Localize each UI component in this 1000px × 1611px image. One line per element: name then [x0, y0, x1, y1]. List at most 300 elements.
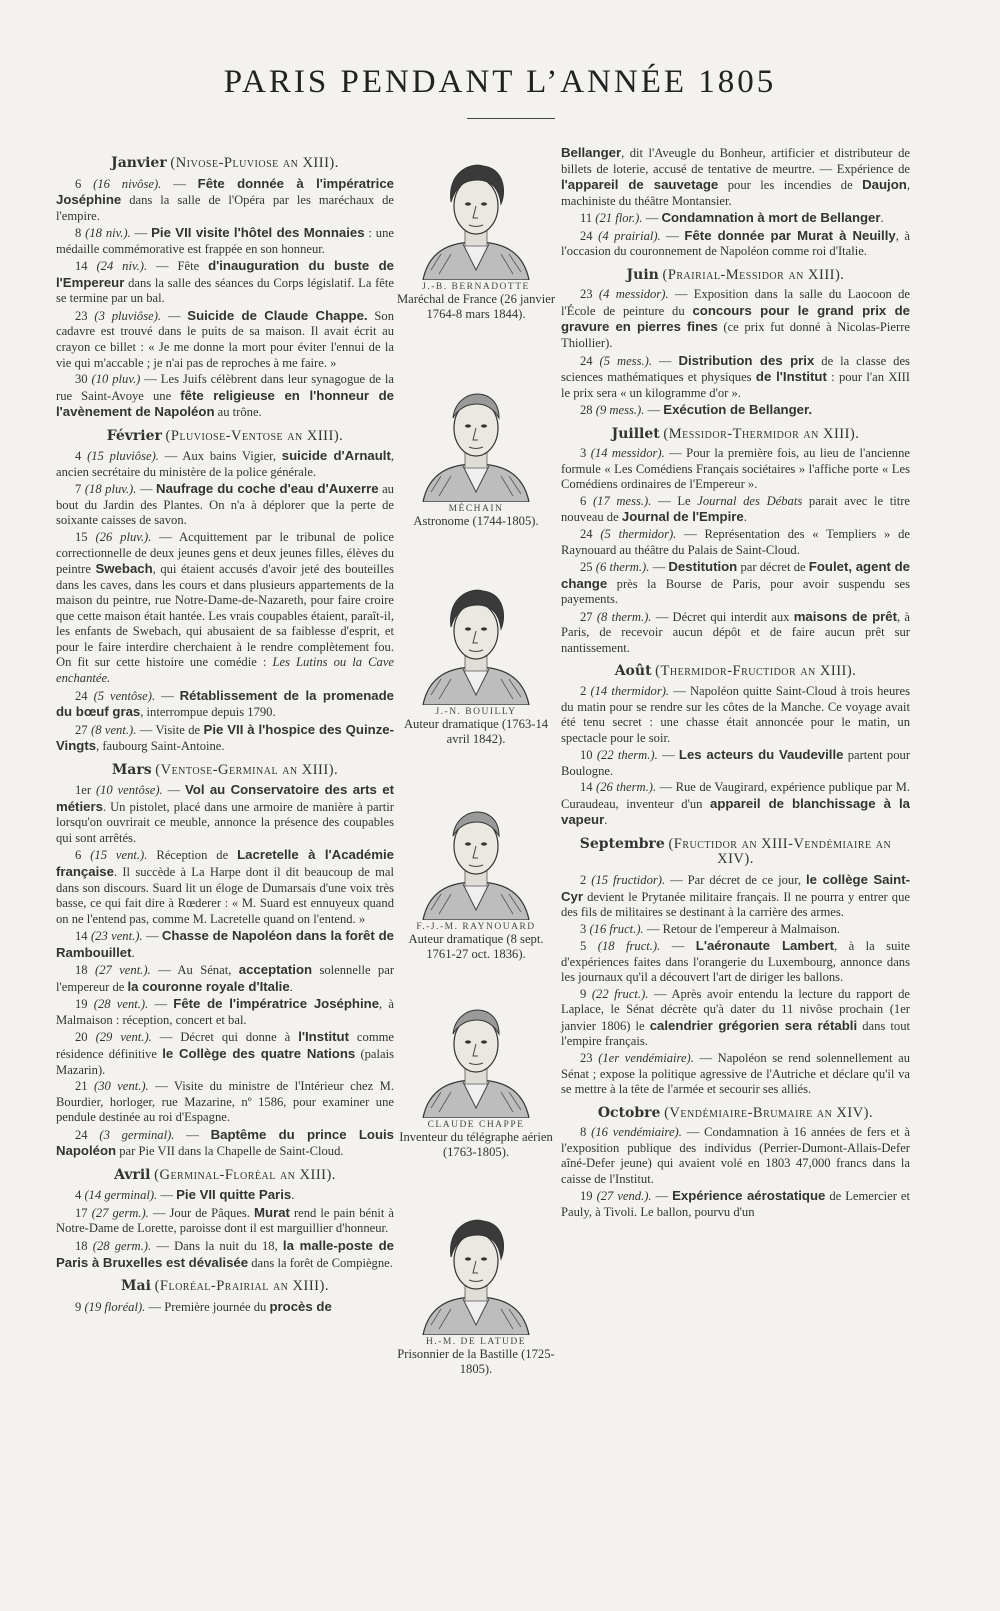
- month-calendar: (Germinal-Floréal an XIII).: [154, 1166, 336, 1183]
- portrait-block: [396, 790, 556, 962]
- event-text: , dit l'Aveugle du Bonheur, artificier et distributeur de billets de loterie, accusé de tentative de meurtre. — Expérience de: [561, 146, 910, 176]
- event-text: pour les incendies de: [718, 178, 863, 193]
- page-title: PARIS PENDANT L’ANNÉE 1805: [223, 64, 777, 100]
- event-date: 9: [580, 986, 587, 1001]
- month-heading: [561, 664, 910, 680]
- event-highlight: le collège Saint-Cyr: [561, 871, 911, 904]
- event-text: — Décret qui donne à: [159, 1030, 299, 1045]
- event-highlight: Fête de l'impératrice Joséphine: [173, 996, 380, 1012]
- event-text: — Visite de: [139, 722, 204, 737]
- event-republican-date: (16 fruct.).: [589, 921, 644, 936]
- event-text: devient le Prytanée militaire français. Il ne pourra y entrer que des fils de militaires se destinant à la carrière des armes.: [561, 889, 910, 920]
- month-heading: [56, 429, 394, 445]
- event-text: .: [291, 1188, 295, 1203]
- month-name: Septembre: [579, 835, 665, 852]
- event-text: .: [743, 510, 747, 525]
- event-entry: [56, 928, 394, 961]
- month-calendar: (Thermidor-Fructidor an XIII).: [655, 663, 857, 680]
- event-entry: [56, 1187, 394, 1204]
- event-text: — Aux bains Vigier,: [164, 449, 282, 464]
- event-text: . Il succède à La Harpe dont il dit beaucoup de mal dans son discours. Suard lit un éloge de Dumarsais d'une voix très basse, ce qui fait dire à Rœderer : « M. Suard est ennuyeux quand on ne l'entend pas, comme M. Lacretelle quand on l'entend. »: [56, 864, 394, 926]
- event-highlight: appareil de blanchissage à la vapeur: [561, 795, 910, 828]
- event-entry: [56, 225, 394, 257]
- event-date: 4: [75, 1188, 82, 1203]
- event-text: —: [666, 228, 685, 243]
- event-republican-date: (16 nivôse).: [93, 176, 162, 191]
- event-highlight: Daujon: [862, 177, 907, 193]
- event-entry: [56, 996, 394, 1028]
- event-date: 24: [580, 353, 593, 368]
- event-text: —: [662, 748, 679, 763]
- event-republican-date: (4 messidor).: [598, 287, 669, 302]
- event-date: 8: [580, 1125, 587, 1140]
- event-date: 30: [75, 372, 88, 387]
- event-highlight: Naufrage du coche d'eau d'Auxerre: [156, 481, 379, 497]
- event-text: — Napoléon se rend solennellement au Sénat ; expose la politique agressive de l'Autriche et déclare qu'il va se mettre à la tête de l'armée et secourir ses alliés.: [561, 1050, 910, 1097]
- event-republican-date: (8 vent.).: [91, 722, 137, 737]
- event-text: —: [167, 783, 185, 798]
- event-highlight: Pie VII quitte Paris: [176, 1187, 292, 1203]
- event-date: 4: [75, 449, 82, 464]
- event-republican-date: (18 pluv.).: [84, 482, 137, 497]
- event-text: — Napoléon quitte Saint-Cloud à trois heures du matin pour se rendre sur les côtes de la Manche. Ce voyage avait été tenu secret : une chasse était annoncée pour le matin, un spectacle pour le soir.: [561, 683, 910, 745]
- event-highlight: Swebach: [95, 561, 153, 577]
- event-entry: [56, 722, 394, 755]
- event-entry: [56, 308, 394, 371]
- portrait-caption: Inventeur du télégraphe aérien (1763-1805).: [399, 1130, 553, 1159]
- portrait-block: [396, 150, 556, 322]
- event-entry: [561, 780, 910, 829]
- month-calendar: (Fructidor an XIII-Vendémiaire an XIV).: [668, 835, 892, 868]
- event-date: 19: [580, 1189, 593, 1204]
- event-republican-date: (10 pluv.): [91, 372, 141, 387]
- event-date: 27: [75, 722, 88, 737]
- event-text: , qui étaient accusés d'avoir jeté des bouteilles dans les caves, dans les cours et dans plusieurs appartements de la maison du peintre, rue Notre-Dame-de-Nazareth, pour faire croire que cette maison était hantée. Les vrais coupables étaient, paraît-il, les enfants de Swebach, qui abusaient de sa faiblesse d'esprit, et pour le faire interdire cherchaient à le rendre complètement fou. On fit sur cette histoire une comédie :: [56, 562, 394, 670]
- event-text: près la Bourse de Paris, pour avoir suspendu ses payements.: [561, 576, 910, 607]
- event-entry: [56, 962, 394, 995]
- portrait-name: J.-N. BOUILLY: [435, 707, 517, 717]
- event-text: — Après avoir entendu la lecture du rapport de Laplace, le Sénat décrète qu'à dater du 11 nivôse prochain (1er janvier 1806) le: [561, 986, 911, 1033]
- event-date: 24: [75, 688, 88, 703]
- portrait-caption: Auteur dramatique (8 sept. 1761-27 oct. 1836).: [408, 932, 544, 961]
- event-highlight: acceptation: [238, 962, 313, 978]
- event-text: .: [131, 945, 135, 960]
- event-highlight: Chasse de Napoléon dans la forêt de Rambouillet: [56, 928, 394, 960]
- event-highlight: Vol au Conservatoire des arts et métiers: [56, 782, 394, 814]
- event-text: — Première journée du: [148, 1299, 270, 1314]
- event-date: 3: [580, 921, 587, 936]
- month-calendar: (Ventose-Germinal an XIII).: [155, 761, 339, 778]
- event-highlight: Fête donnée par Murat à Neuilly: [684, 227, 896, 243]
- portrait-caption: Maréchal de France (26 janvier 1764-8 mars 1844).: [396, 292, 556, 321]
- event-republican-date: (18 fruct.).: [597, 939, 661, 954]
- portrait-raynouard-icon: [396, 790, 556, 920]
- event-text: — Exposition dans la salle du Laocoon de l'École de peinture du: [561, 287, 910, 318]
- portrait-name: F.-J.-M. RAYNOUARD: [416, 922, 536, 932]
- event-text: : une médaille commémorative est frappée en son honneur.: [56, 226, 394, 256]
- event-republican-date: (19 floréal).: [84, 1299, 146, 1314]
- event-date: 24: [75, 1127, 88, 1142]
- event-text: Réception de: [156, 848, 238, 863]
- event-entry: [561, 228, 910, 260]
- month-heading: [561, 427, 910, 443]
- event-entry: [56, 688, 394, 721]
- event-highlight: d'inauguration du buste de l'Empereur: [56, 258, 394, 290]
- event-entry: [561, 938, 910, 986]
- event-highlight: Distribution des prix: [678, 352, 815, 368]
- event-entry: [56, 530, 394, 686]
- event-date: 1er: [75, 783, 92, 798]
- month-calendar: (Pluviose-Ventose an XIII).: [165, 427, 344, 444]
- event-text: partent pour Boulogne.: [561, 748, 911, 778]
- event-text: .: [880, 211, 884, 226]
- month-name: Octobre: [597, 1104, 661, 1121]
- event-entry: [56, 1299, 394, 1316]
- event-date: 15: [75, 530, 88, 545]
- event-date: 27: [580, 609, 593, 624]
- event-republican-date: (28 germ.).: [92, 1239, 152, 1253]
- event-text: —: [154, 997, 174, 1012]
- event-republican-date: (15 fructidor).: [591, 872, 666, 887]
- event-republican-date: (28 vent.).: [93, 997, 149, 1012]
- month-calendar: (Vendémiaire-Brumaire an XIV).: [664, 1104, 874, 1121]
- event-entry: [561, 287, 910, 351]
- event-republican-date: (5 mess.).: [599, 353, 652, 368]
- month-heading: [561, 837, 910, 868]
- event-date: 14: [580, 780, 593, 795]
- event-republican-date: (3 pluviôse).: [94, 308, 162, 323]
- portrait-name: J.-B. BERNADOTTE: [422, 282, 530, 292]
- event-text: (palais Mazarin).: [56, 1046, 395, 1077]
- event-republican-date: (14 germinal).: [84, 1188, 158, 1203]
- event-highlight: procès de: [269, 1298, 332, 1314]
- event-entry: [561, 402, 910, 419]
- portrait-chappe-icon: [396, 988, 556, 1118]
- event-date: 24: [580, 527, 593, 542]
- portrait-name: H.-M. DE LATUDE: [425, 1337, 527, 1347]
- event-highlight: Destitution: [668, 559, 738, 575]
- event-text: , à Malmaison : réception, concert et bal.: [56, 997, 394, 1027]
- event-text: — Fête: [156, 259, 209, 274]
- month-name: Juillet: [611, 425, 660, 442]
- event-text: —: [134, 226, 152, 241]
- event-entry: [56, 1029, 394, 1078]
- month-name: Mars: [111, 761, 152, 778]
- event-highlight: concours pour le grand prix de gravure en pierres fines: [561, 302, 910, 335]
- event-highlight: maisons de prêt: [793, 608, 898, 624]
- event-republican-date: (6 therm.).: [595, 560, 650, 575]
- event-entry: [561, 145, 910, 209]
- event-text: — Acquittement par le tribunal de police correctionnelle de deux jeunes gens et deux jeunes filles, élèves du peintre: [56, 530, 394, 577]
- event-highlight: Pie VII à l'hospice des Quinze-Vingts: [56, 721, 395, 754]
- month-calendar: (Messidor-Thermidor an XIII).: [663, 425, 860, 442]
- event-highlight: Les acteurs du Vaudeville: [678, 747, 844, 763]
- event-republican-date: (8 therm.).: [596, 609, 652, 624]
- event-entry: [56, 1238, 394, 1271]
- event-date: 3: [580, 446, 587, 461]
- month-calendar: (Prairial-Messidor an XIII).: [662, 266, 845, 283]
- event-republican-date: (15 pluviôse).: [87, 449, 159, 464]
- event-text: — Représentation des « Templiers » de Raynouard au théâtre du Palais de Saint-Cloud.: [561, 527, 910, 557]
- event-entry: [56, 176, 394, 225]
- event-entry: [561, 210, 910, 227]
- event-highlight: Foulet, agent de change: [561, 559, 910, 591]
- event-highlight: suicide d'Arnault: [281, 448, 391, 464]
- event-text: , à la suite d'expériences faites dans l'orangerie du Luxembourg, annonce dans les journaux qu'il a découvert l'art de diriger les ballons.: [561, 939, 910, 985]
- portrait-mechain-icon: [396, 372, 556, 502]
- event-republican-date: (23 vent.).: [90, 929, 143, 944]
- event-text: —: [186, 1127, 211, 1142]
- event-text: —: [658, 353, 679, 368]
- left-column: [56, 148, 394, 1316]
- event-title-italic: Journal des Débats: [697, 493, 803, 508]
- event-text: .: [289, 979, 293, 994]
- event-republican-date: (10 ventôse).: [95, 783, 163, 798]
- event-highlight: la malle-poste de Paris à Bruxelles est dévalisée: [56, 1238, 394, 1270]
- event-date: 18: [75, 1239, 88, 1253]
- event-text: dans la forêt de Compiègne.: [248, 1255, 393, 1270]
- event-text: — Le: [658, 493, 698, 508]
- month-heading: [56, 156, 394, 172]
- event-highlight: fête religieuse en l'honneur de l'avènement de Napoléon: [56, 387, 394, 420]
- event-text: , à l'occasion du couronnement de Napoléon comme roi d'Italie.: [561, 228, 910, 259]
- event-highlight: la couronne royale d'Italie: [127, 978, 290, 994]
- right-column: [561, 145, 910, 1221]
- event-date: 18: [75, 963, 88, 978]
- event-highlight: le Collège des quatre Nations: [162, 1045, 356, 1061]
- event-text: —: [645, 211, 662, 226]
- event-text: : pour l'an XIII le prix sera « un kilogramme d'or ».: [561, 370, 910, 400]
- event-republican-date: (27 vend.).: [596, 1189, 652, 1204]
- event-republican-date: (27 germ.).: [91, 1205, 149, 1220]
- event-text: — Rue de Vaugirard, expérience publique par M. Curaudeau, inventeur d'un: [561, 780, 910, 811]
- event-highlight: Exécution de Bellanger.: [663, 402, 813, 418]
- event-entry: [56, 481, 394, 529]
- event-highlight: de l'Institut: [755, 369, 827, 385]
- portrait-latude-icon: [396, 1205, 556, 1335]
- month-heading: [561, 1106, 910, 1122]
- event-republican-date: (16 vendémiaire).: [591, 1125, 682, 1140]
- event-entry: [561, 446, 910, 493]
- event-date: 23: [580, 287, 593, 302]
- event-highlight: Baptême du prince Louis Napoléon: [56, 1126, 395, 1159]
- portrait-caption: Auteur dramatique (1763-14 avril 1842).: [403, 717, 549, 746]
- event-text: dans la salle des séances du Corps législatif. La fête se termine par un bal.: [56, 275, 394, 306]
- event-highlight: Lacretelle à l'Académie française: [56, 847, 394, 879]
- event-date: 25: [580, 560, 593, 575]
- event-highlight: Suicide de Claude Chappe.: [187, 307, 368, 323]
- event-republican-date: (14 messidor).: [590, 446, 665, 461]
- event-republican-date: (18 niv.).: [85, 226, 131, 241]
- event-text: comme résidence définitive: [56, 1030, 395, 1061]
- event-date: 9: [75, 1299, 82, 1314]
- event-republican-date: (22 therm.).: [596, 748, 658, 763]
- event-text: —: [671, 939, 696, 954]
- portrait-caption: Astronome (1744-1805).: [413, 514, 539, 528]
- portrait-block: [396, 372, 556, 529]
- event-highlight: l'Institut: [298, 1029, 349, 1045]
- event-entry: [561, 987, 910, 1050]
- event-entry: [56, 258, 394, 307]
- portrait-bernadotte-icon: [396, 150, 556, 280]
- event-text: —: [173, 176, 198, 191]
- event-text: dans la salle de l'Opéra par les maréchaux de l'empire.: [56, 193, 394, 223]
- event-republican-date: (29 vent.).: [95, 1030, 152, 1045]
- event-highlight: Expérience aérostatique: [672, 1188, 826, 1204]
- event-text: — Décret qui interdit aux: [655, 609, 794, 624]
- event-text: —: [647, 403, 664, 418]
- month-heading: [561, 268, 910, 284]
- month-name: Mai: [121, 1278, 151, 1295]
- month-calendar: (Nivose-Pluviose an XIII).: [170, 155, 339, 171]
- event-text: rend le pain bénit à Notre-Dame de Lorette, paroisse dont il est marguillier d'honneur.: [56, 1205, 395, 1236]
- event-highlight: L'aéronaute Lambert: [695, 938, 834, 954]
- event-text: — Au Sénat,: [158, 963, 239, 978]
- event-republican-date: (30 vent.).: [94, 1079, 149, 1094]
- event-date: 28: [580, 403, 593, 418]
- event-entry: [561, 684, 910, 746]
- event-entry: [561, 1125, 910, 1187]
- event-highlight: l'appareil de sauvetage: [561, 177, 719, 193]
- event-text: , faubourg Saint-Antoine.: [96, 739, 225, 754]
- event-date: 24: [580, 228, 593, 243]
- event-date: 20: [75, 1030, 88, 1045]
- event-date: 23: [75, 308, 88, 323]
- portrait-block: [396, 988, 556, 1160]
- event-text: , à Paris, de recevoir aucun dépôt et de faire aucun prêt sur nantissement.: [561, 609, 911, 655]
- event-republican-date: (9 mess.).: [595, 403, 645, 418]
- event-entry: [56, 847, 394, 927]
- event-text: par Pie VII dans la Chapelle de Saint-Cloud.: [116, 1144, 344, 1159]
- event-entry: [56, 372, 394, 421]
- event-date: 6: [75, 848, 82, 863]
- event-entry: [56, 1205, 394, 1237]
- event-date: 6: [580, 493, 587, 508]
- event-highlight: calendrier grégorien sera rétabli: [649, 1017, 858, 1033]
- event-entry: [561, 527, 910, 558]
- event-text: de Lemercier et Pauly, à Tivoli. Le ballon, pourvu d'un: [561, 1189, 910, 1219]
- event-highlight: Pie VII visite l'hôtel des Monnaies: [151, 225, 365, 241]
- event-republican-date: (21 flor.).: [595, 211, 643, 226]
- event-text: — Visite du ministre de l'Intérieur chez M. Bourdier, horloger, rue Mazarine, nº 1586, pour examiner une pendule destinée au roi d'Espagne.: [56, 1079, 394, 1125]
- event-entry: [56, 782, 394, 846]
- event-entry: [561, 1188, 910, 1220]
- event-republican-date: (26 therm.).: [596, 780, 657, 795]
- event-text: —: [160, 1188, 177, 1203]
- event-text: — Dans la nuit du 18,: [156, 1239, 283, 1253]
- event-entry: [561, 494, 910, 526]
- event-text: , ancien secrétaire du ministère de la police générale.: [56, 449, 394, 479]
- event-text: —: [655, 1189, 673, 1204]
- event-text: — Les Juifs célèbrent dans leur synagogue de la rue Saint-Avoye une: [56, 372, 394, 403]
- event-entry: [56, 1127, 394, 1160]
- month-name: Août: [614, 663, 652, 680]
- month-calendar: (Floréal-Prairial an XIII).: [154, 1278, 329, 1295]
- event-highlight: Journal de l'Empire: [621, 509, 744, 525]
- event-highlight: Fête donnée à l'impératrice Joséphine: [56, 175, 394, 208]
- event-entry: [561, 1051, 910, 1098]
- event-date: 10: [580, 748, 593, 763]
- month-name: Avril: [114, 1166, 151, 1183]
- event-republican-date: (27 vent.).: [95, 963, 151, 978]
- event-entry: [561, 353, 910, 402]
- month-name: Juin: [626, 266, 659, 283]
- event-text: de la classe des sciences mathématiques et physiques: [561, 353, 910, 385]
- event-date: 5: [580, 939, 587, 954]
- event-entry: [561, 747, 910, 779]
- event-date: 2: [580, 683, 587, 698]
- event-text: , machiniste du théâtre Montansier.: [561, 178, 910, 208]
- event-republican-date: (24 niv.).: [96, 259, 148, 274]
- month-name: Février: [106, 427, 162, 444]
- title-rule: [467, 118, 555, 119]
- event-text: —: [145, 929, 162, 944]
- event-republican-date: (3 germinal).: [99, 1127, 175, 1142]
- portrait-name: MÉCHAIN: [448, 504, 504, 514]
- event-entry: [561, 922, 910, 938]
- month-heading: [56, 1279, 394, 1295]
- event-text: — Retour de l'empereur à Malmaison.: [646, 921, 841, 936]
- month-heading: [56, 1168, 394, 1184]
- event-highlight: Bellanger: [561, 145, 622, 160]
- event-date: 14: [75, 259, 88, 274]
- event-text: — Jour de Pâques.: [152, 1205, 255, 1220]
- portrait-name: CLAUDE CHAPPE: [427, 1120, 525, 1130]
- event-date: 7: [75, 482, 82, 497]
- event-text: — Condamnation à 16 années de fers et à l'exposition publique des individus (Perrier-Dumont-Allais-Defer aîné-Defer jeune) qui avaient volé en 1803 47,000 francs dans la caisse de l'Institut.: [561, 1125, 911, 1186]
- event-text: — Pour la première fois, au lieu de l'ancienne formule « Les Comédiens Français sociétaires » l'affiche porte « Les Comédiens ordinaires de l'Empereur ».: [561, 446, 910, 492]
- portrait-caption: Prisonnier de la Bastille (1725-1805).: [397, 1347, 555, 1376]
- event-text: — Par décret de ce jour,: [670, 872, 806, 887]
- event-republican-date: (14 thermidor).: [590, 683, 670, 698]
- event-date: 11: [580, 211, 593, 226]
- event-republican-date: (15 vent.).: [90, 848, 148, 863]
- event-entry: [56, 1079, 394, 1126]
- event-date: 23: [580, 1050, 593, 1065]
- event-text: . Un pistolet, placé dans une armoire de manière à partir lorsqu'on ouvrirait ce meuble, annonce la présence des coupables qui sont arrêtés.: [56, 799, 394, 845]
- event-text: .: [604, 813, 608, 828]
- event-entry: [56, 448, 394, 480]
- event-text: parait avec le titre nouveau de: [561, 493, 910, 525]
- event-text: —: [139, 482, 157, 497]
- event-republican-date: (4 prairial).: [598, 228, 661, 243]
- event-date: 14: [75, 929, 88, 944]
- event-text: par décret de: [737, 560, 809, 575]
- event-date: 8: [75, 226, 82, 241]
- event-text: Son cadavre est trouvé dans le puits de sa maison. Il avait écrit au crayon ce billet : « Je me donne la mort pour éviter l'ennui de la vie qui m'accable ; je n'ai pas de reproches à me faire. »: [56, 308, 395, 370]
- event-republican-date: (22 fruct.).: [591, 986, 649, 1001]
- event-text: au bout du Jardin des Plantes. On n'a à déplorer que la perte de soixante caisses de savon.: [56, 482, 394, 528]
- event-republican-date: (26 pluv.).: [95, 530, 152, 545]
- event-text: au trône.: [214, 405, 262, 420]
- event-text: —: [652, 560, 669, 575]
- event-date: 21: [75, 1079, 88, 1094]
- portrait-block: [396, 1205, 556, 1377]
- event-republican-date: (5 ventôse).: [93, 688, 156, 703]
- event-highlight: Condamnation à mort de Bellanger: [661, 210, 881, 226]
- event-entry: [561, 559, 910, 608]
- event-entry: [561, 609, 910, 657]
- event-highlight: Rétablissement de la promenade du bœuf gras: [56, 687, 395, 720]
- event-date: 2: [580, 872, 587, 887]
- event-republican-date: (17 mess.).: [592, 493, 652, 508]
- event-text: , interrompue depuis 1790.: [140, 705, 276, 720]
- event-date: 17: [75, 1205, 88, 1220]
- month-heading: [56, 763, 394, 779]
- event-text: dans tout l'empire français.: [561, 1018, 910, 1049]
- event-highlight: Murat: [254, 1204, 290, 1220]
- event-title-italic: Les Lutins ou la Cave enchantée.: [56, 655, 395, 685]
